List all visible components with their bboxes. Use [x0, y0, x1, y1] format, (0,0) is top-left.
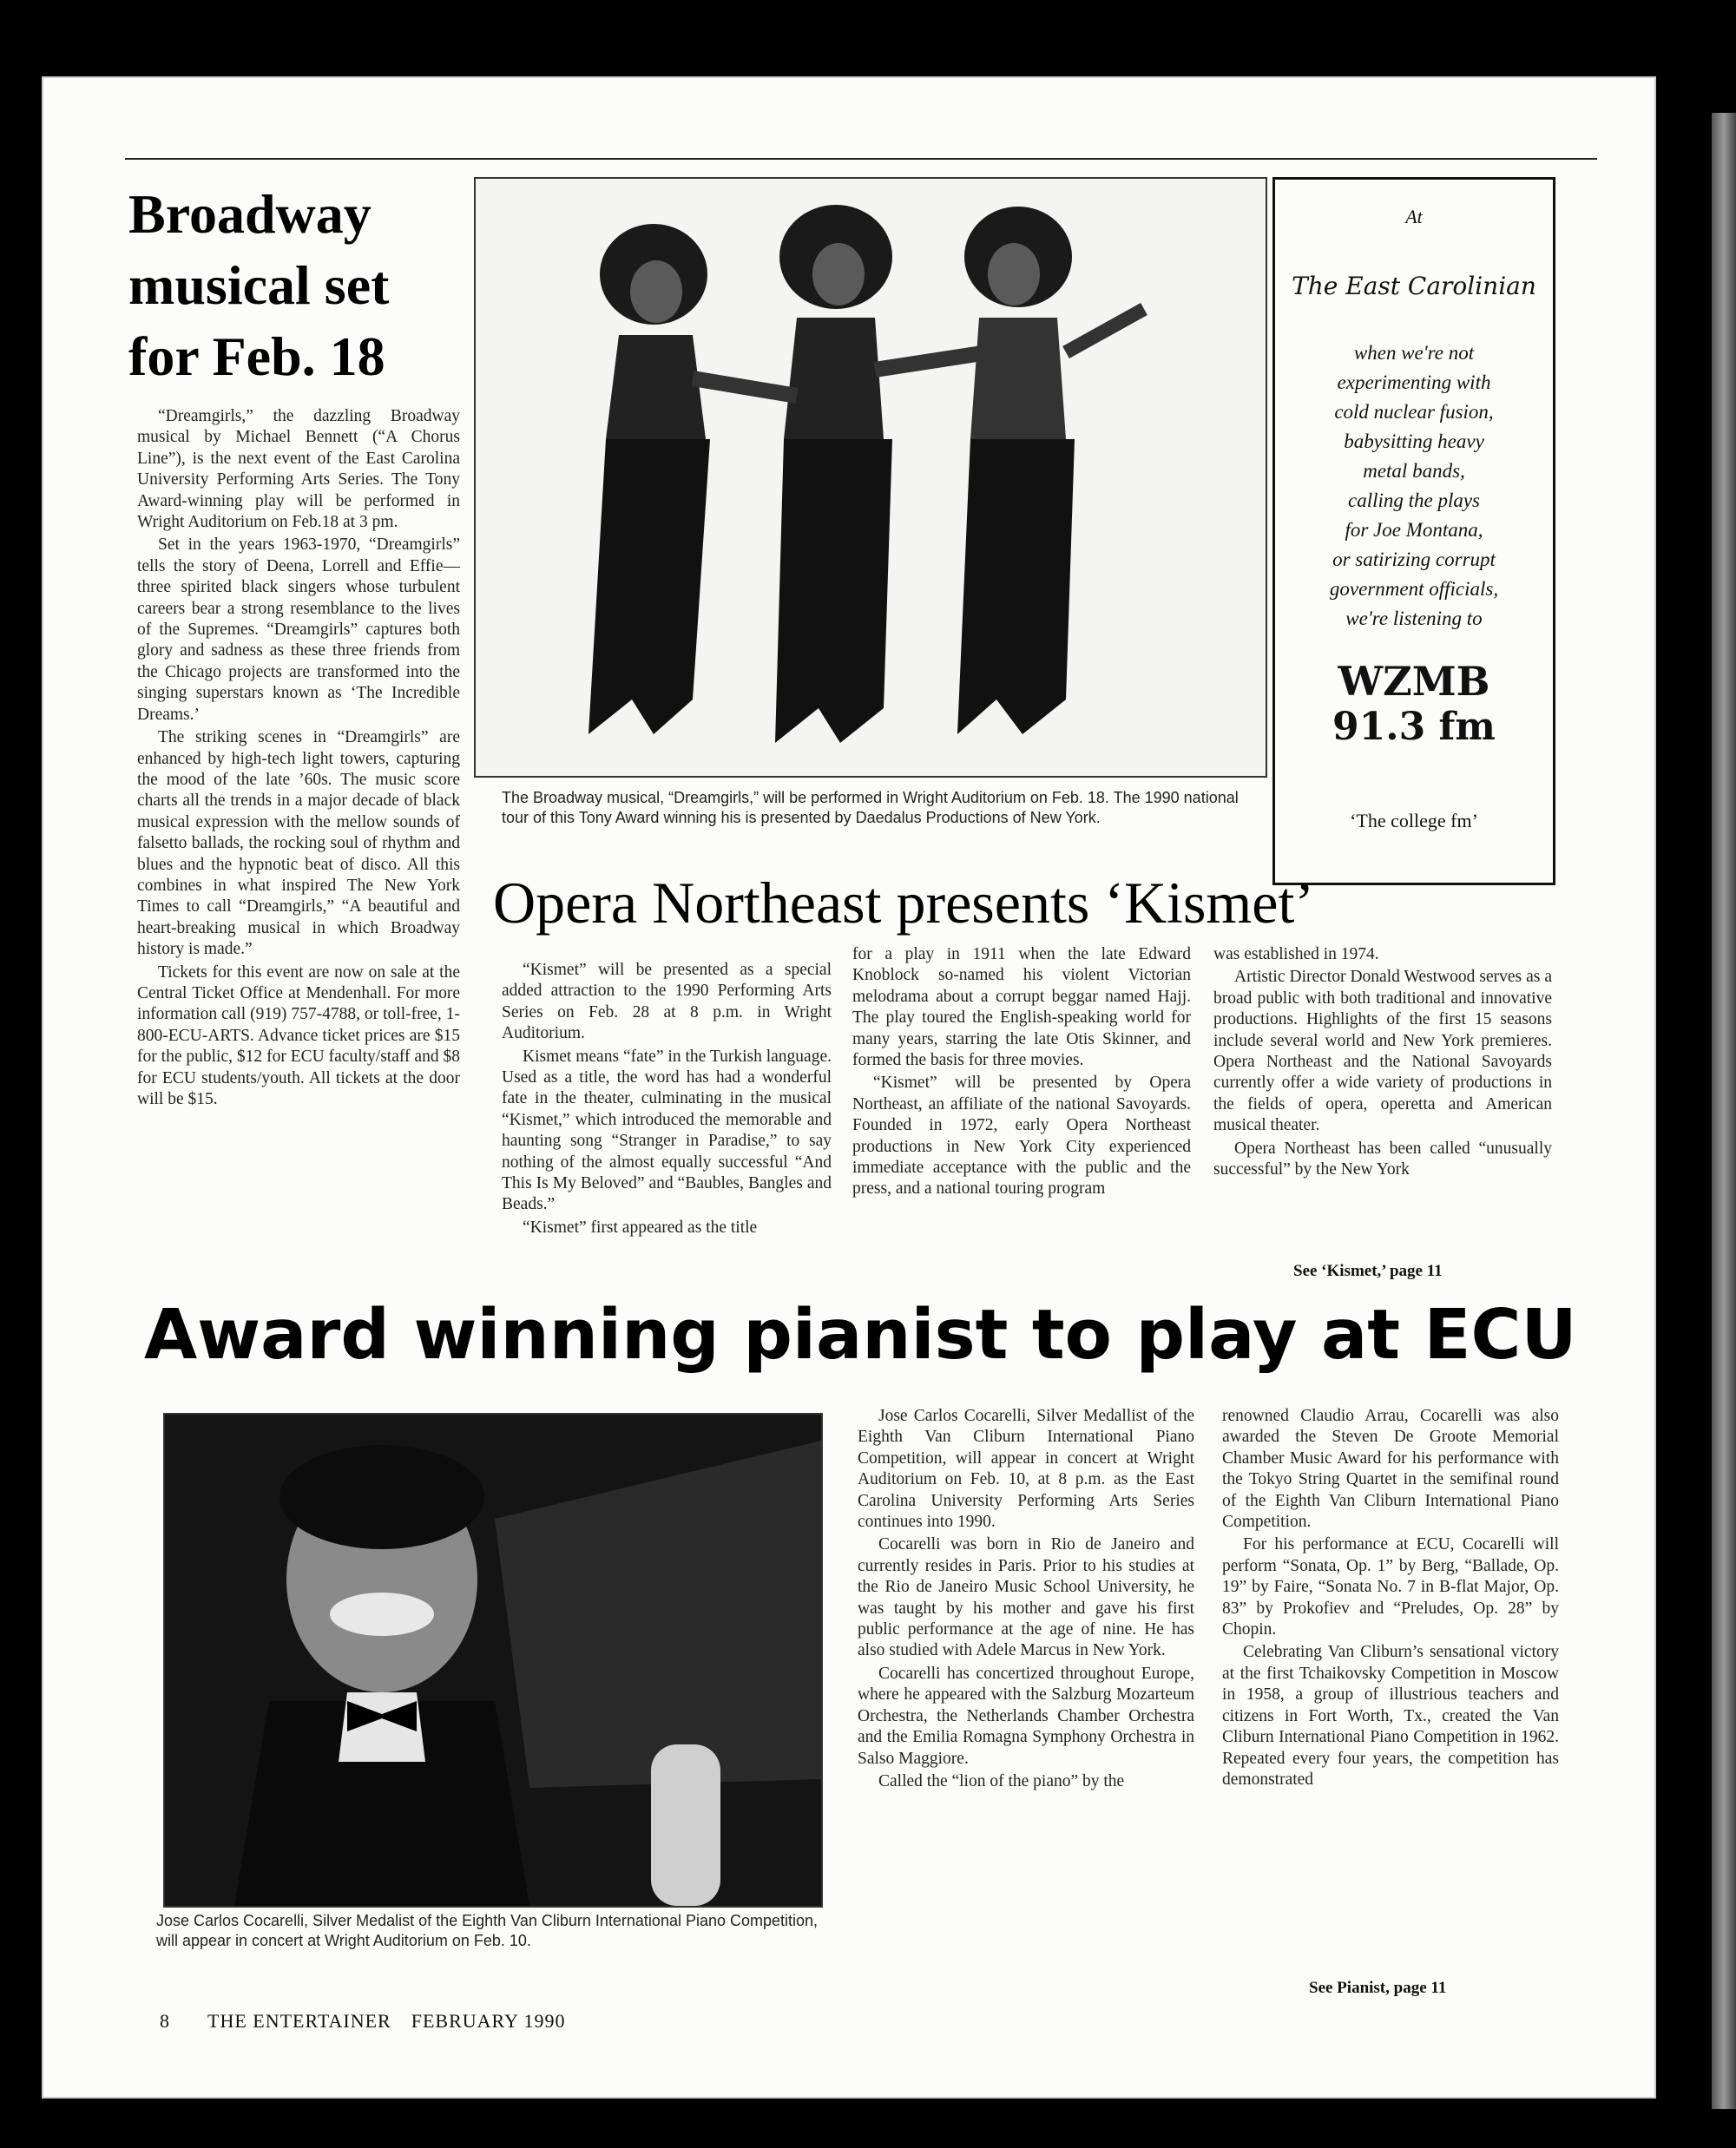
paragraph: Kismet means “fate” in the Turkish language. Used as a title, the word has had a wonderful fate in the theater, culminating in the musical “Kismet,” which introduced the memorable and haunting song “Stranger in Paradise,” to say nothing of the almost equally successful “And This Is My Beloved” and “Baubles, Bangles and Beads.” — [502, 1047, 832, 1214]
headline-line: Broadway — [128, 183, 372, 245]
ad-line: or satirizing corrupt — [1332, 548, 1496, 570]
paragraph: “Kismet” first appeared as the title — [523, 1218, 758, 1237]
issue-date: FEBRUARY 1990 — [411, 2010, 566, 2032]
kismet-col-1 — [502, 960, 832, 1240]
paragraph: Called the “lion of the piano” by the — [878, 1771, 1125, 1790]
ad-line: calling the plays — [1347, 489, 1481, 511]
paragraph: was established in 1974. — [1213, 945, 1379, 963]
newspaper-page — [42, 76, 1656, 2099]
pianist-image — [165, 1415, 821, 1906]
ad-line: government officials, — [1329, 578, 1499, 600]
ad-frequency: 91.3 fm — [1332, 705, 1496, 749]
kismet-col-2 — [852, 944, 1191, 1202]
paragraph: Artistic Director Donald Westwood serves as a broad public with both traditional and innovative productions. Highlights of the first 15 seasons include several world and New York premieres. Opera Northeast and the National Savoyards currently offer a wide variety of productions in the fields of opera, operetta and American musical theater. — [1213, 968, 1552, 1135]
top-rule — [125, 158, 1597, 160]
kismet-col-3 — [1213, 944, 1552, 1182]
pianist-continued: See Pianist, page 11 — [1309, 1979, 1447, 1997]
broadway-body — [137, 406, 460, 1112]
pianist-col-1 — [858, 1406, 1194, 1794]
ad-line: when we're not — [1353, 342, 1475, 364]
pianist-caption: Jose Carlos Cocarelli, Silver Medalist of the Eighth Van Cliburn International Piano Competition, will appear in concert at Wright Auditorium on Feb. 10. — [156, 1912, 819, 1949]
headline-line: for Feb. 18 — [128, 325, 385, 387]
paragraph: Jose Carlos Cocarelli, Silver Medallist of the Eighth Van Cliburn International Piano Competition, will appear in concert at Wright Auditorium on Feb. 10, at 8 p.m. as the East Carolina University Performing Arts Series continues into 1990. — [858, 1407, 1194, 1532]
kismet-headline: Opera Northeast presents ‘Kismet’ — [493, 870, 1315, 936]
page-number: 8 — [160, 2010, 170, 2032]
ad-copy — [1275, 338, 1553, 634]
paragraph: Opera Northeast has been called “unusually successful” by the New York — [1213, 1139, 1552, 1179]
ad-tagline: ‘The college fm’ — [1350, 810, 1478, 831]
headline-line: musical set — [128, 254, 390, 316]
page-edge — [1712, 113, 1736, 2109]
ad-line: for Joe Montana, — [1345, 519, 1483, 541]
paragraph: renowned Claudio Arrau, Cocarelli was also awarded the Steven De Groote Memorial Chamber Music Award for his performance with the Tokyo String Quartet in the semifinal round of the Eighth Van Cliburn International Piano Competition. — [1222, 1407, 1559, 1532]
ad-line: we're listening to — [1345, 608, 1483, 629]
paragraph: “Kismet” will be presented as a special added attraction to the 1990 Performing Arts Series on Feb. 28 at 8 p.m. in Wright Auditorium. — [502, 961, 832, 1043]
ad-line: experimenting with — [1337, 371, 1491, 393]
ad-line: babysitting heavy — [1344, 430, 1484, 452]
paragraph: Cocarelli was born in Rio de Janeiro and currently resides in Paris. Prior to his studies at the Rio de Janeiro Music School University, he was taught by his mother and gave his first public performance at the age of nine. He has also studied with Adele Marcus in New York. — [858, 1535, 1194, 1660]
dreamgirls-image — [476, 179, 1266, 776]
dreamgirls-caption: The Broadway musical, “Dreamgirls,” will be performed in Wright Auditorium on Feb. 18. The 1990 national tour of this Tony Award winning his is presented by Daedalus Productions of New York. — [502, 789, 1239, 826]
ad-paper-name: The East Carolinian — [1292, 272, 1536, 300]
dreamgirls-photo — [474, 177, 1267, 778]
paragraph: Set in the years 1963-1970, “Dreamgirls” tells the story of Deena, Lorrell and Effie—three spirited black singers whose turbulent careers bear a strong resemblance to the lives of the Supremes. “Dreamgirls” captures both glory and sadness as these three friends from the Chicago projects are transformed into the singing superstars known as ‘The Incredible Dreams.’ — [137, 535, 460, 724]
paragraph: Celebrating Van Cliburn’s sensational victory at the first Tchaikovsky Competition in Moscow in 1958, a group of illustrious teachers and citizens in Fort Worth, Tx., created the Van Cliburn International Piano Competition in 1962. Repeated every four years, the competition has demonstrated — [1222, 1643, 1559, 1789]
wzmb-ad — [1272, 177, 1555, 885]
pianist-headline: Award winning pianist to play at ECU — [144, 1295, 1577, 1375]
paragraph: “Dreamgirls,” the dazzling Broadway musical by Michael Bennett (“A Chorus Line”), is the next event of the East Carolina University Performing Arts Series. The Tony Award-winning play will be performed in Wright Auditorium on Feb.18 at 3 pm. — [137, 407, 460, 532]
paragraph: The striking scenes in “Dreamgirls” are enhanced by high-tech light towers, capturing the mood of the late ’60s. The music score charts all the trends in a major decade of black musical expression with the mellow sounds of falsetto ballads, the rocking soul of rhythm and blues and the hypnotic beat of disco. All this combines in what inspired The New York Times to call “Dreamgirls,” “A beautiful and heart-breaking musical in which Broadway history is made.” — [137, 728, 460, 959]
paragraph: for a play in 1911 when the late Edward Knoblock so-named his violent Victorian melodrama about a corrupt beggar named Hajj. The play toured the English-speaking world for many years, starring the late Otis Skinner, and formed the basis for three movies. — [852, 945, 1191, 1070]
paragraph: “Kismet” will be presented by Opera Northeast, an affiliate of the national Savoyards. Founded in 1972, early Opera Northeast productions in New York City experienced immediate acceptance with the public and the press, and a national touring program — [852, 1074, 1191, 1199]
pianist-col-2 — [1222, 1406, 1559, 1792]
pianist-photo — [163, 1413, 823, 1908]
ad-line: metal bands, — [1363, 460, 1465, 482]
kismet-continued: See ‘Kismet,’ page 11 — [1293, 1262, 1443, 1280]
broadway-headline — [128, 179, 389, 392]
paragraph: For his performance at ECU, Cocarelli will perform “Sonata, Op. 1” by Berg, “Ballade, Op. 19” by Faire, “Sonata No. 7 in B-flat Major, Op. 83” by Prokofiev and “Preludes, Op. 28” by Chopin. — [1222, 1535, 1559, 1639]
ad-line: cold nuclear fusion, — [1334, 401, 1494, 423]
paragraph: Cocarelli has concertized throughout Europe, where he appeared with the Salzburg Mozarteum Orchestra, the Netherlands Chamber Orchestra and the Emilia Romagna Symphony Orchestra in Salso Maggiore. — [858, 1664, 1194, 1768]
paragraph: Tickets for this event are now on sale at the Central Ticket Office at Mendenhall. For more information call (919) 757-4788, or toll-free, 1-800-ECU-ARTS. Advance ticket prices are $15 for the public, $12 for ECU faculty/staff and $8 for ECU students/youth. All tickets at the door will be $15. — [137, 962, 460, 1108]
publication-name: THE ENTERTAINER — [207, 2010, 391, 2032]
ad-at: At — [1405, 206, 1423, 227]
ad-station: WZMB — [1338, 658, 1490, 705]
folio — [160, 2010, 566, 2033]
